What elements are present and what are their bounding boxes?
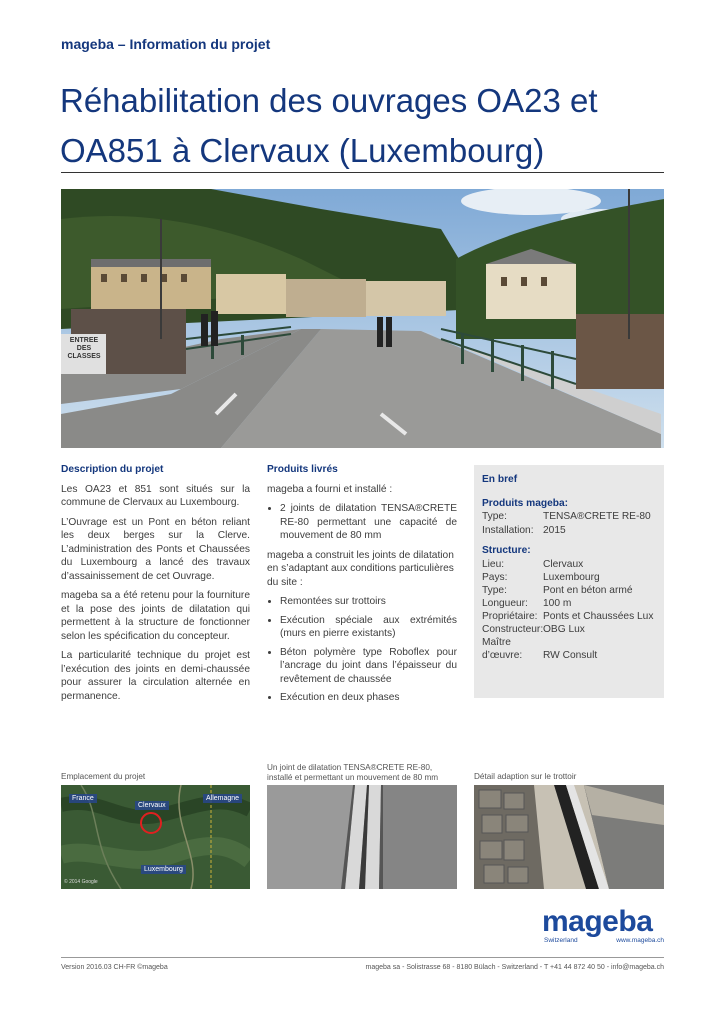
products-middle: mageba a construit les joints de dilatation en s’adaptant aux conditions particulières du site : — [267, 549, 454, 588]
map-caption: Emplacement du projet — [61, 772, 146, 781]
hero-sign — [63, 337, 105, 361]
fact-row — [482, 585, 632, 596]
logo-url: www.mageba.ch — [616, 937, 664, 944]
fact-row — [482, 637, 543, 648]
map-label-allemagne: Allemagne — [203, 794, 242, 803]
fact-row — [482, 525, 566, 536]
map-label-clervaux: Clervaux — [135, 801, 169, 810]
list-item: • Remontées sur trottoirs — [280, 595, 457, 609]
joint-caption: Un joint de dilatation TENSA®CRETE RE-80, installé et permettant un mouvement de 80 mm — [267, 763, 439, 782]
fact-value: Luxembourg — [543, 572, 600, 583]
detail-caption: Détail adaption sur le trottoir — [474, 772, 577, 781]
en-bref-box — [474, 465, 664, 698]
list-item: • Béton polymère type Roboflex pour l’ancrage du joint dans l’épaisseur du revêtement de chaussée — [280, 646, 457, 687]
map-copyright: © 2014 Google — [64, 879, 98, 885]
hero-sign-line: DES — [76, 345, 92, 352]
kicker: mageba – Information du projet — [61, 36, 271, 52]
fact-value: Pont en béton armé — [543, 585, 633, 596]
description-column — [61, 463, 250, 709]
products-heading: Produits livrés — [267, 464, 338, 475]
logo-subline — [542, 937, 664, 947]
page-title: Réhabilitation des ouvrages OA23 et OA851 à Clervaux (Luxembourg) — [60, 82, 598, 169]
fact-key: Pays: — [482, 572, 508, 583]
fact-key: Lieu: — [482, 559, 505, 570]
fact-value: 2015 — [543, 525, 566, 536]
fact-value: RW Consult — [543, 650, 598, 661]
fact-key: Maître — [482, 637, 511, 648]
fact-row — [482, 511, 651, 522]
detail-photo — [474, 785, 664, 889]
fact-row — [482, 624, 585, 635]
hero-sign-line: ENTREE — [69, 337, 99, 344]
list-item: • Exécution en deux phases — [280, 691, 457, 705]
map-label-france: France — [69, 794, 97, 803]
list-item: • Exécution spéciale aux extrémités (murs en pierre existants) — [280, 614, 457, 641]
en-bref-heading: En bref — [482, 474, 518, 485]
fact-value: 100 m — [543, 598, 572, 609]
fact-key: Type: — [482, 585, 507, 596]
hero-photo — [61, 189, 664, 448]
fact-row — [482, 598, 571, 609]
fact-value: OBG Lux — [543, 624, 585, 635]
fact-row — [482, 572, 600, 583]
joint-photo — [267, 785, 457, 889]
adaptations-list — [267, 595, 457, 705]
logo-country: Switzerland — [544, 937, 578, 944]
fact-key: Type: — [482, 511, 507, 522]
mageba-logo — [542, 907, 664, 949]
title-divider — [61, 172, 664, 173]
location-map — [61, 785, 250, 889]
hero-sign-line: CLASSES — [67, 353, 101, 360]
fact-key: d’œuvre: — [482, 650, 523, 661]
products-intro: mageba a fourni et installé : — [267, 483, 393, 495]
fact-key: Propriétaire: — [482, 611, 538, 622]
fact-key: Longueur: — [482, 598, 528, 609]
fact-value: Ponts et Chaussées Lux — [543, 611, 654, 622]
footer-divider — [61, 957, 664, 958]
footer-version: Version 2016.03 CH-FR ©mageba — [61, 964, 168, 971]
list-item: • 2 joints de dilatation TENSA®CRETE RE-80 permettant une capacité de mouvement de 80 mm — [280, 502, 457, 543]
products-mageba-heading: Produits mageba: — [482, 498, 569, 509]
logo-wordmark: mageba — [542, 905, 653, 938]
fact-row — [482, 611, 653, 622]
products-column — [267, 463, 457, 711]
description-heading: Description du projet — [61, 464, 164, 475]
fact-value: Clervaux — [543, 559, 584, 570]
description-paragraph: La particularité technique du projet est l’exécution des joints en demi-chaussée pour assurer la circulation alternée en permanence. — [61, 650, 250, 702]
description-paragraph: L’Ouvrage est un Pont en béton reliant les deux berges sur la Clerve. L’administration des Ponts et Chaussées du Luxembourg a lancé des travaux d’assainissement de cet Ouvrage. — [61, 516, 250, 582]
description-paragraph: Les OA23 et 851 sont situés sur la commune de Clervaux au Luxembourg. — [61, 483, 250, 508]
fact-key: Constructeur: — [482, 624, 544, 635]
footer-contact: mageba sa - Solistrasse 68 - 8180 Bülach - Switzerland - T +41 44 872 40 50 - info@mageba.ch — [365, 964, 664, 971]
fact-row — [482, 559, 583, 570]
description-paragraph: mageba sa a été retenu pour la fourniture et la pose des joints de dilatation qui permettent à la structure de fonctionner selon les spécification du concepteur. — [61, 590, 250, 642]
structure-heading: Structure: — [482, 545, 531, 556]
fact-row — [482, 650, 597, 661]
map-label-luxembourg: Luxembourg — [141, 865, 186, 874]
products-list — [267, 502, 457, 543]
fact-value: TENSA®CRETE RE-80 — [543, 511, 651, 522]
fact-key: Installation: — [482, 525, 534, 536]
